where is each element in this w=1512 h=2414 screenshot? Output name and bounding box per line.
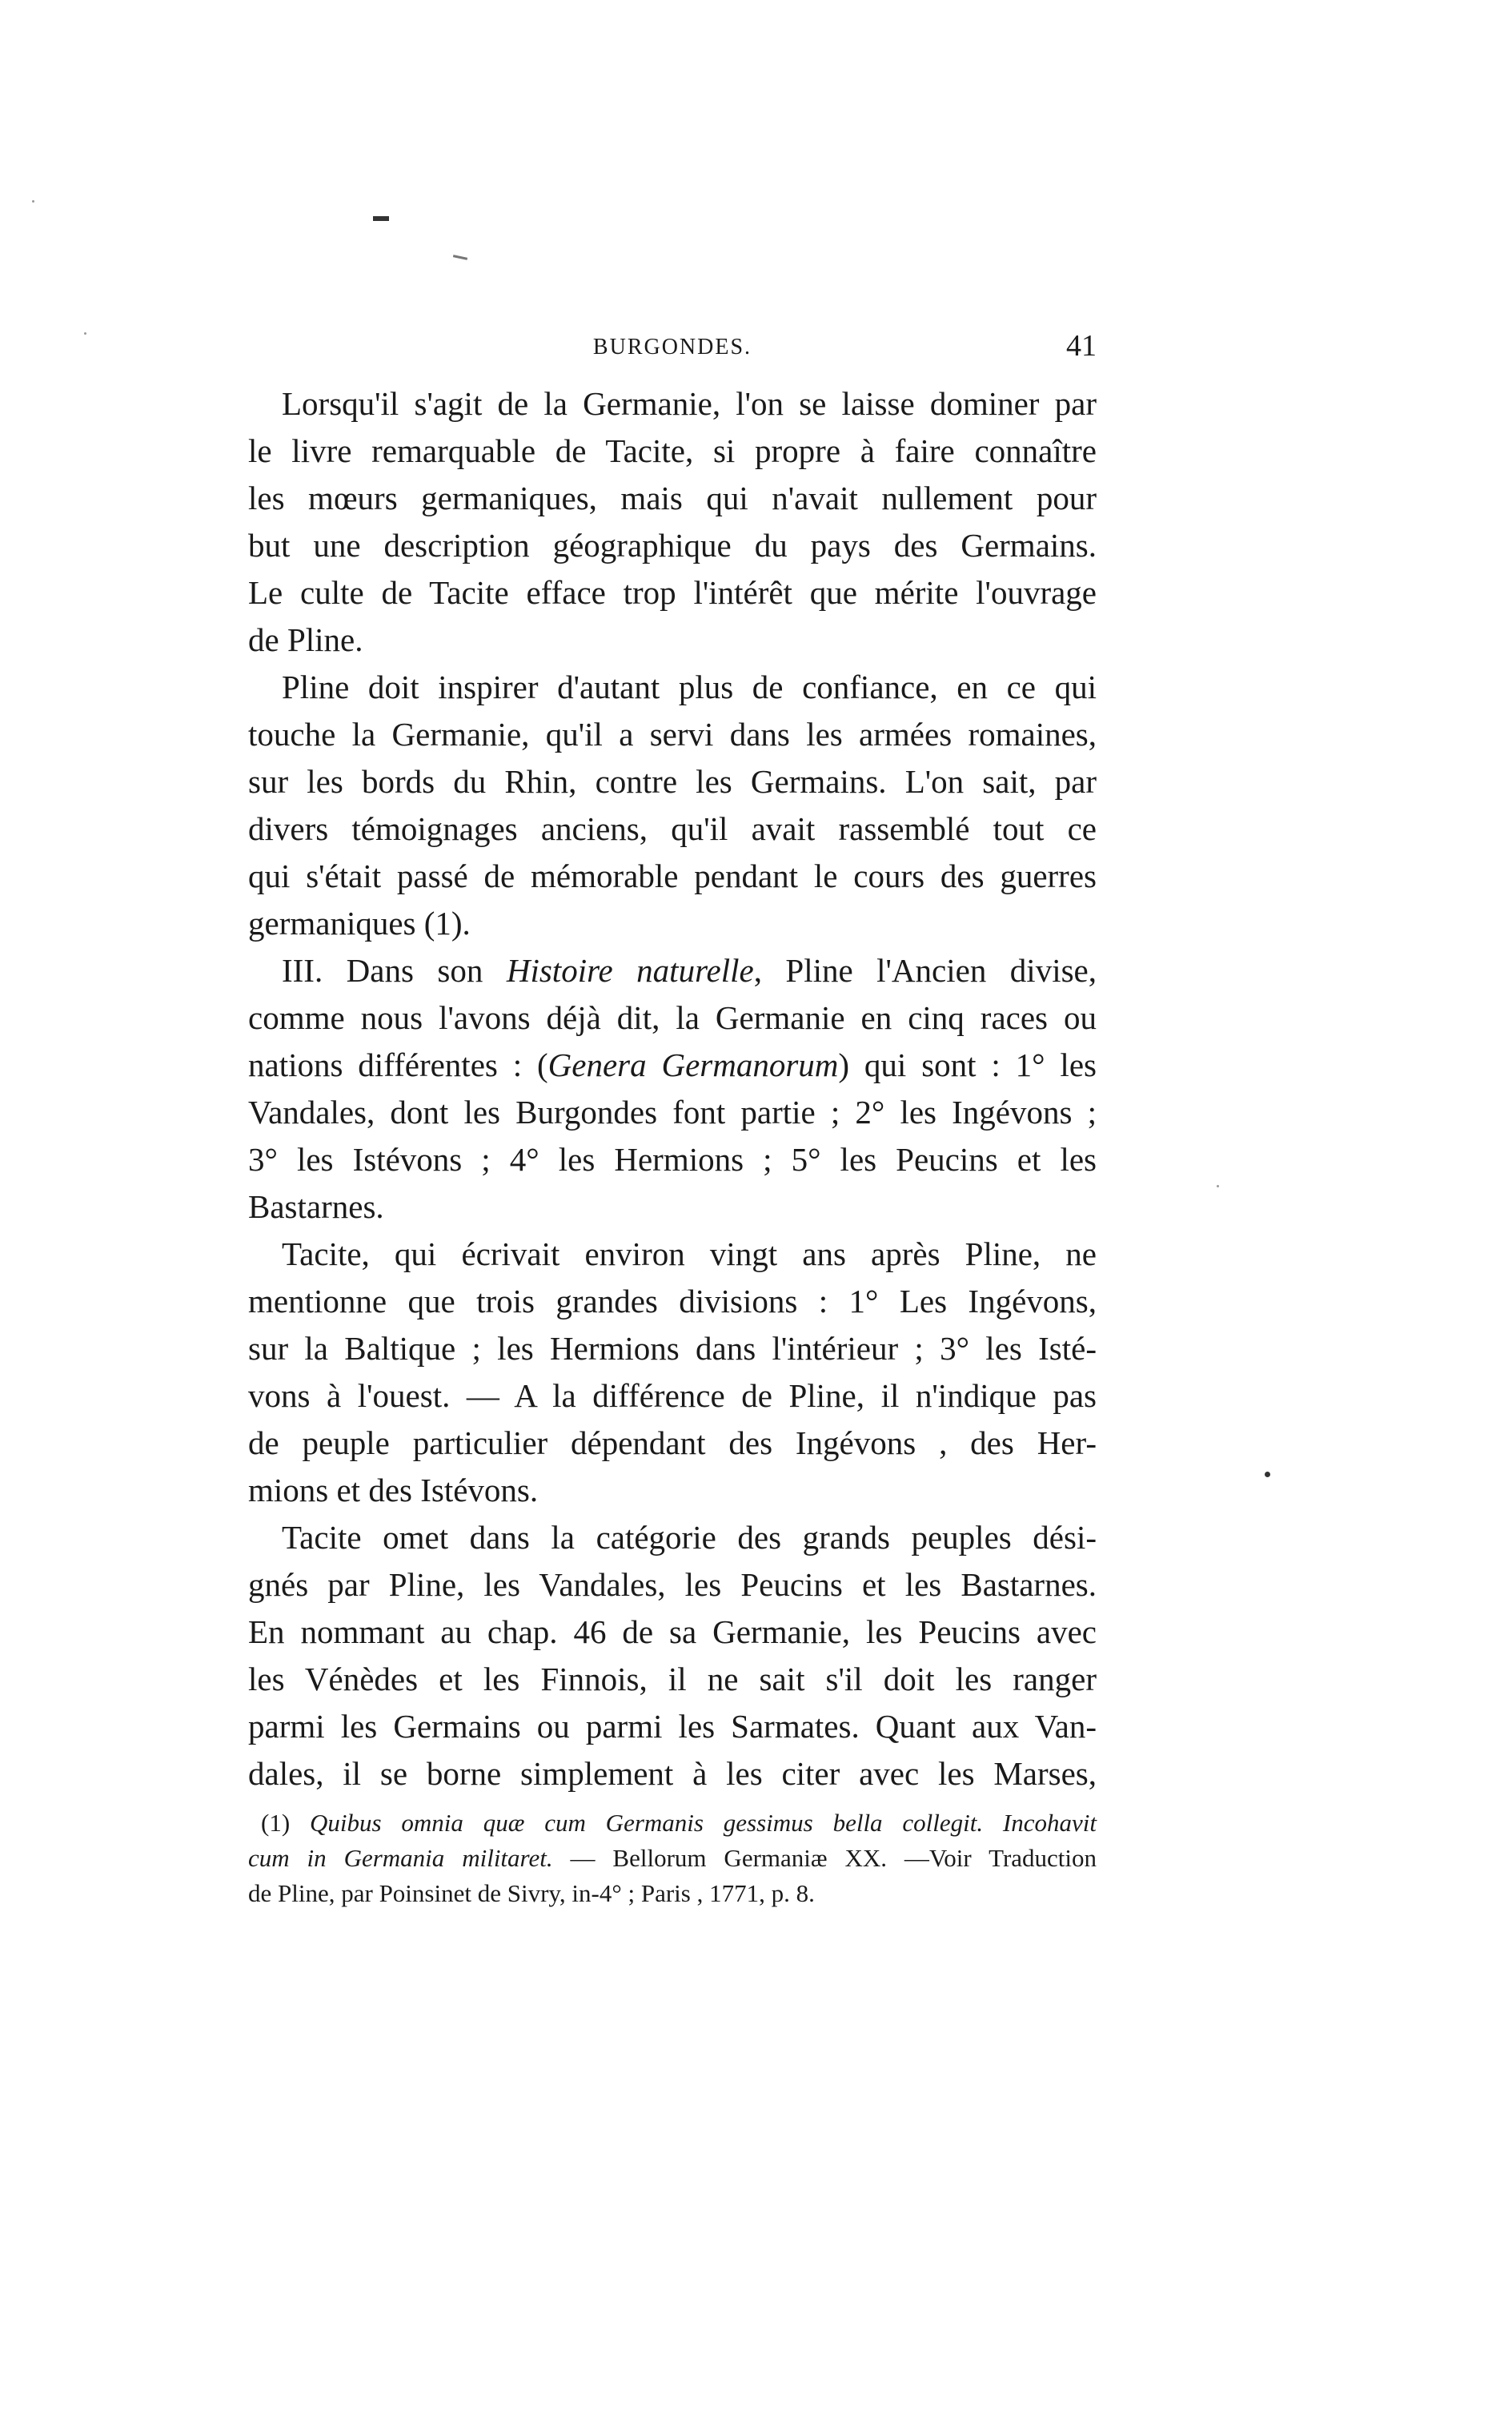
text-run: — Bellorum Germaniæ XX. —Voir Traduction bbox=[552, 1844, 1097, 1872]
text-line: les Vénèdes et les Finnois, il ne sait s'il doit les ranger bbox=[248, 1661, 1097, 1697]
italic-text: cum in Germania militaret. bbox=[248, 1844, 553, 1872]
text-line: touche la Germanie, qu'il a servi dans les armées romaines, bbox=[248, 716, 1097, 753]
ink-speck bbox=[1217, 1185, 1219, 1187]
text-line: mentionne que trois grandes divisions : 1° Les Ingévons, bbox=[248, 1283, 1097, 1319]
text-line: gnés par Pline, les Vandales, les Peucins et les Bastarnes. bbox=[248, 1566, 1097, 1603]
text-line: divers témoignages anciens, qu'il avait rassemblé tout ce bbox=[248, 810, 1097, 847]
text-line bbox=[248, 1042, 1097, 1089]
text-line: Bastarnes. bbox=[248, 1188, 384, 1225]
text-line: but une description géographique du pays des Germains. bbox=[248, 527, 1097, 564]
page-number: 41 bbox=[1066, 329, 1097, 363]
page-header bbox=[248, 328, 1097, 376]
text-line: vons à l'ouest. — A la différence de Pline, il n'indique pas bbox=[248, 1377, 1097, 1414]
text-line: comme nous l'avons déjà dit, la Germanie en cinq races ou bbox=[248, 999, 1097, 1036]
text-line bbox=[248, 947, 1097, 994]
ink-mark bbox=[373, 216, 389, 221]
text-line: mions et des Istévons. bbox=[248, 1472, 539, 1508]
ink-speck bbox=[84, 332, 86, 335]
text-line: parmi les Germains ou parmi les Sarmates. Quant aux Van- bbox=[248, 1708, 1097, 1745]
text-line: Pline doit inspirer d'autant plus de confiance, en ce qui bbox=[282, 669, 1097, 705]
text-line: sur la Baltique ; les Hermions dans l'intérieur ; 3° les Isté- bbox=[248, 1330, 1097, 1367]
italic-text: Quibus omnia quæ cum Germanis gessimus bella collegit. Incohavit bbox=[309, 1809, 1097, 1837]
text-line: En nommant au chap. 46 de sa Germanie, les Peucins avec bbox=[248, 1613, 1097, 1650]
text-run: nations différentes : ( bbox=[248, 1046, 548, 1083]
footnotes bbox=[248, 1805, 1097, 1911]
ink-mark bbox=[453, 255, 467, 260]
text-line: le livre remarquable de Tacite, si propre à faire connaître bbox=[248, 432, 1097, 469]
italic-text: Histoire naturelle bbox=[506, 952, 754, 989]
ink-speck bbox=[32, 200, 34, 203]
text-line: dales, il se borne simplement à les citer avec les Marses, bbox=[248, 1755, 1097, 1792]
text-run: ) qui sont : 1° les bbox=[838, 1046, 1097, 1083]
text-run: III. Dans son bbox=[282, 952, 507, 989]
italic-text: Genera Germanorum bbox=[547, 1046, 839, 1083]
text-line: Tacite omet dans la catégorie des grands peuples dési- bbox=[282, 1519, 1097, 1556]
text-line: Tacite, qui écrivait environ vingt ans après Pline, ne bbox=[282, 1235, 1097, 1272]
main-text bbox=[248, 380, 1097, 1797]
ink-speck bbox=[1265, 1472, 1270, 1477]
text-run: , Pline l'Ancien divise, bbox=[753, 952, 1097, 989]
text-line: 3° les Istévons ; 4° les Hermions ; 5° les Peucins et les bbox=[248, 1141, 1097, 1178]
footnote-line: de Pline, par Poinsinet de Sivry, in-4° ; Paris , 1771, p. 8. bbox=[248, 1879, 815, 1907]
text-line: de Pline. bbox=[248, 621, 363, 658]
running-title: BURGONDES. bbox=[592, 335, 752, 359]
text-line: les mœurs germaniques, mais qui n'avait nullement pour bbox=[248, 480, 1097, 516]
footnote-line bbox=[248, 1841, 1097, 1876]
text-line: Vandales, dont les Burgondes font partie ; 2° les Ingévons ; bbox=[248, 1094, 1097, 1131]
text-line: qui s'était passé de mémorable pendant le cours des guerres bbox=[248, 858, 1097, 894]
text-line: Lorsqu'il s'agit de la Germanie, l'on se laisse dominer par bbox=[282, 385, 1097, 422]
footnote-line bbox=[248, 1805, 1097, 1841]
text-line: germaniques (1). bbox=[248, 905, 471, 942]
text-line: de peuple particulier dépendant des Ingévons , des Her- bbox=[248, 1424, 1097, 1461]
text-line: sur les bords du Rhin, contre les Germains. L'on sait, par bbox=[248, 763, 1097, 800]
text-line: Le culte de Tacite efface trop l'intérêt que mérite l'ouvrage bbox=[248, 574, 1097, 611]
text-run: (1) bbox=[261, 1809, 310, 1837]
